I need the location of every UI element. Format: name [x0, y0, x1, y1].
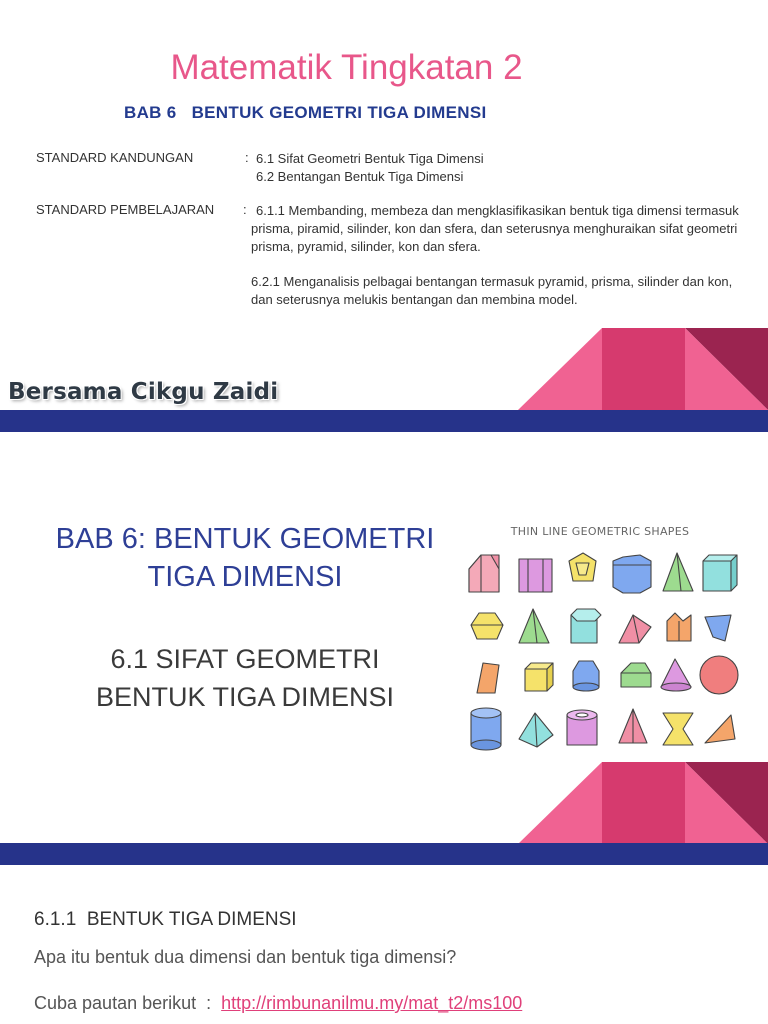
standard-pembelajaran-separator: : [243, 202, 247, 217]
tube-icon [567, 710, 597, 745]
wedge-orange-icon [705, 715, 735, 743]
cone-icon [661, 659, 691, 691]
slanted-prism-icon [477, 663, 499, 693]
chapter-code: BAB 6 [124, 103, 177, 122]
brand-label: Bersama Cikgu Zaidi [8, 379, 279, 405]
geometric-shapes-image [455, 517, 745, 757]
section-heading: 6.1.1 BENTUK TIGA DIMENSI [34, 909, 297, 930]
hex-prism-tall-icon [571, 609, 601, 643]
frustum-icon [573, 661, 599, 691]
wedge-icon [705, 615, 731, 641]
slide-2 [0, 432, 768, 865]
footer-bar [0, 843, 768, 865]
house-prism-icon [469, 555, 499, 592]
decorative-triangles [518, 762, 768, 844]
pentagon-prism-icon [569, 553, 596, 581]
cylinder-icon [471, 708, 501, 750]
tetrahedron-icon [519, 609, 549, 643]
image-caption: THIN LINE GEOMETRIC SHAPES [510, 525, 690, 538]
standard-kandungan-item: 6.2 Bentangan Bentuk Tiga Dimensi [256, 169, 464, 184]
star-prism-icon [667, 613, 691, 641]
link-row [34, 993, 522, 1014]
slide2-title: BAB 6: BENTUK GEOMETRI TIGA DIMENSI [55, 523, 435, 593]
standard-pembelajaran-label: STANDARD PEMBELAJARAN [36, 202, 215, 217]
decorative-triangles [518, 328, 768, 410]
slide-1 [0, 0, 768, 432]
cube-small-icon [525, 663, 553, 691]
hex-prism-green-icon [621, 663, 651, 687]
sphere-icon [700, 656, 738, 694]
question-text: Apa itu bentuk dua dimensi dan bentuk tiga dimensi? [34, 947, 457, 967]
cross-prism-icon [519, 559, 552, 592]
hourglass-icon [663, 713, 693, 745]
hexagon-prism-icon [471, 613, 503, 639]
standard-kandungan-label: STANDARD KANDUNGAN [36, 150, 194, 165]
link-prefix: Cuba pautan berikut : [34, 993, 222, 1013]
standard-pembelajaran-item: 6.1.1 Membanding, membeza dan mengklasifikasikan bentuk tiga dimensi termasuk prisma, piramid, silinder, kon dan sfera, dan seterusnya menghuraikan sifat geometri prisma, pyramid, silinder, kon dan sfera. [251, 203, 739, 254]
octagon-prism-icon [613, 555, 651, 593]
slide1-title: Matematik Tingkatan 2 [170, 48, 523, 87]
chapter-title: BENTUK GEOMETRI TIGA DIMENSI [191, 103, 487, 122]
hex-pyramid-icon [619, 709, 647, 743]
cube-icon [703, 555, 737, 591]
square-pyramid-icon [519, 713, 553, 747]
chapter-heading [124, 103, 486, 123]
standard-pembelajaran-item: 6.2.1 Menganalisis pelbagai bentangan termasuk pyramid, prisma, silinder dan kon, dan seterusnya melukis bentangan dan membina model. [251, 274, 733, 307]
triangular-prism-icon [619, 615, 651, 643]
footer-bar [0, 410, 768, 432]
standard-kandungan-separator: : [245, 150, 249, 165]
rimbunanilmu-link[interactable]: http://rimbunanilmu.my/mat_t2/ms100 [221, 993, 523, 1013]
pyramid-icon [663, 553, 693, 591]
slide2-subtitle: 6.1 SIFAT GEOMETRI BENTUK TIGA DIMENSI [95, 644, 395, 712]
standard-kandungan-item: 6.1 Sifat Geometri Bentuk Tiga Dimensi [256, 151, 484, 166]
slide-3 [0, 865, 768, 1024]
